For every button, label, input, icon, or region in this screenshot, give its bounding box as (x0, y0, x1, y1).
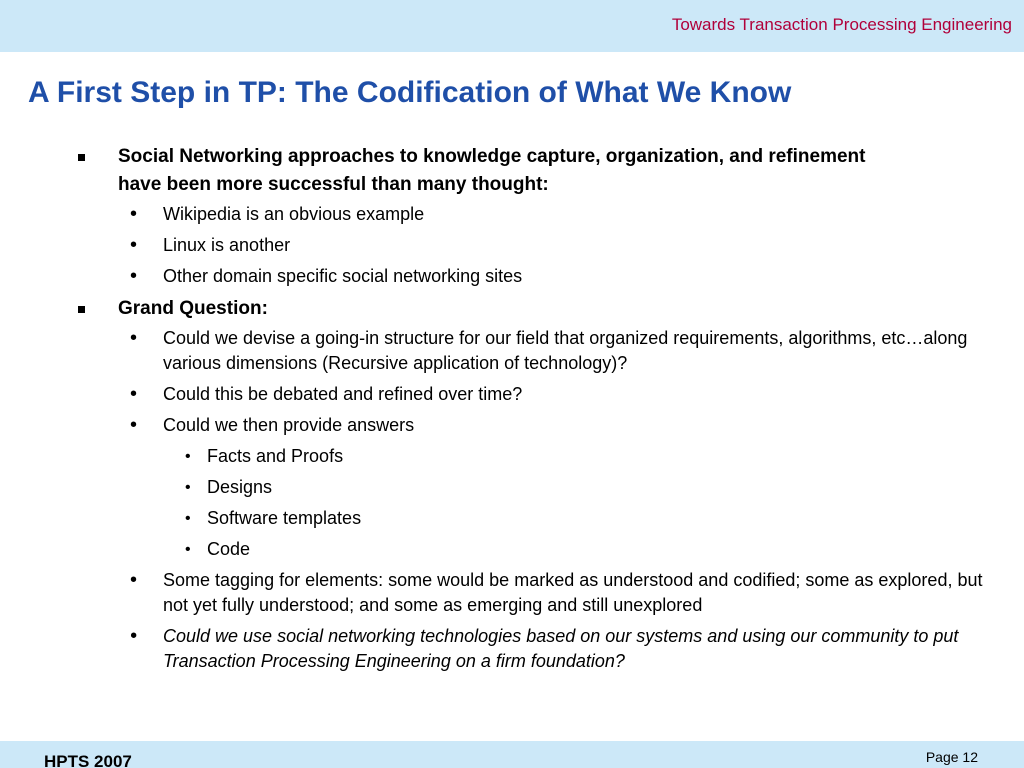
round-bullet-icon: • (130, 234, 138, 256)
page-number: Page 12 (925, 749, 978, 765)
sub-sub-bullet (0, 475, 1024, 500)
bullet-point-2 (0, 295, 1024, 323)
slide-body (0, 143, 1024, 680)
sub-bullet (0, 413, 1024, 438)
sub-bullet-text: Wikipedia is an obvious example (163, 204, 425, 224)
sub-bullet-text: Could this be debated and refined over time? (163, 384, 523, 404)
sub-bullet-text: Some tagging for elements: some would be marked as understood and codified; some as explored, but not yet fully understood; and some as emerging and still unexplored (163, 570, 983, 615)
sub-bullet (0, 264, 1024, 289)
bullet-point-2-text: Grand Question: (118, 298, 268, 319)
sub-sub-bullet (0, 537, 1024, 562)
sub-bullet (0, 568, 1024, 618)
square-bullet-icon (78, 306, 85, 313)
sub-bullet (0, 202, 1024, 227)
sub-bullet (0, 624, 1024, 674)
sub-sub-bullet-text: Software templates (207, 508, 362, 528)
sub-sub-bullet (0, 506, 1024, 531)
sub-bullet-text: Could we use social networking technologies based on our systems and using our community to put Transaction Processing Engineering on a firm foundation? (163, 626, 959, 671)
small-bullet-icon: • (185, 510, 191, 527)
footer-band (0, 741, 1024, 768)
round-bullet-icon: • (130, 569, 138, 591)
sub-bullet-text: Other domain specific social networking sites (163, 266, 523, 286)
sub-sub-bullet-text: Facts and Proofs (207, 446, 344, 466)
round-bullet-icon: • (130, 327, 138, 349)
sub-bullet-text: Could we then provide answers (163, 415, 415, 435)
sub-bullet (0, 382, 1024, 407)
round-bullet-icon: • (130, 265, 138, 287)
bullet-point-1-text: Social Networking approaches to knowledge capture, organization, and refinement have been more successful than many thought: (118, 146, 866, 195)
sub-bullet (0, 326, 1024, 376)
small-bullet-icon: • (185, 541, 191, 558)
bullet-point-1 (0, 143, 1024, 199)
sub-sub-bullet-text: Designs (207, 477, 273, 497)
sub-bullet-text: Could we devise a going-in structure for our field that organized requirements, algorithms, etc…along various dimensions (Recursive application of technology)? (163, 328, 968, 373)
round-bullet-icon: • (130, 625, 138, 647)
sub-sub-bullet (0, 444, 1024, 469)
sub-sub-bullet-text: Code (207, 539, 251, 559)
header-title: Towards Transaction Processing Engineering (671, 15, 1012, 34)
footer-event-label: HPTS 2007 (44, 752, 132, 768)
round-bullet-icon: • (130, 203, 138, 225)
small-bullet-icon: • (185, 448, 191, 465)
square-bullet-icon (78, 154, 85, 161)
round-bullet-icon: • (130, 414, 138, 436)
small-bullet-icon: • (185, 479, 191, 496)
slide-title: A First Step in TP: The Codification of What We Know (28, 76, 792, 109)
sub-bullet (0, 233, 1024, 258)
sub-bullet-text: Linux is another (163, 235, 291, 255)
round-bullet-icon: • (130, 383, 138, 405)
